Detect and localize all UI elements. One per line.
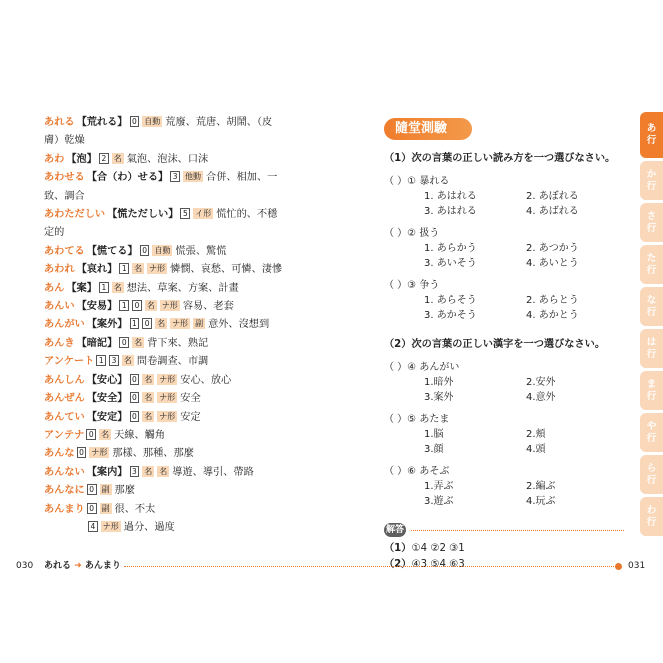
entry-headword: あんい	[44, 301, 75, 313]
part-of-speech-tag: 名	[101, 429, 110, 439]
option: 2.編ぶ	[526, 481, 556, 492]
accent-mark: 0	[77, 447, 87, 458]
entry-definition: 容易、老套	[182, 301, 234, 313]
index-tab-た[interactable]	[640, 245, 663, 284]
question-stem: （ ）③ 争う	[384, 280, 440, 291]
part-of-speech-tag: ナ形	[91, 448, 108, 458]
footer-end-dot	[615, 563, 622, 570]
entry-headword: あれる	[44, 117, 75, 128]
tab-kana: か	[646, 168, 657, 180]
accent-mark: 1	[99, 282, 109, 293]
answer-value: ④3 ⑤4 ⑥3	[411, 559, 465, 570]
entry-definition: 安定	[180, 411, 201, 423]
entry-kanji: 【慌てる】	[86, 245, 138, 257]
quiz-question	[384, 464, 624, 509]
dictionary-entry	[44, 519, 340, 537]
dictionary-entry	[44, 372, 340, 390]
accent-mark: 1	[130, 318, 140, 329]
quiz-banner: 隨堂測驗	[384, 118, 472, 140]
option: 2. あらとう	[526, 295, 579, 306]
tab-kana: は	[646, 336, 657, 348]
tab-kana: ら	[646, 462, 657, 474]
option: 1.脳	[424, 429, 444, 440]
part-of-speech-tag: 名	[157, 319, 166, 329]
tab-gyo: 行	[646, 516, 657, 528]
part-of-speech-tag: 名	[146, 301, 155, 311]
accent-mark: 1	[96, 355, 106, 366]
dictionary-entry	[44, 464, 340, 482]
option: 3. あいそう	[424, 258, 477, 269]
dictionary-entry	[44, 335, 340, 353]
accent-mark: 1	[119, 300, 129, 311]
tab-kana: さ	[646, 210, 657, 222]
page-range	[44, 560, 121, 572]
part-of-speech-tag: 副	[195, 319, 204, 329]
tab-gyo: 行	[646, 180, 657, 192]
index-tab-ま[interactable]	[640, 371, 663, 410]
entry-kanji: 【荒れる】	[76, 117, 128, 128]
entry-kanji: 【安易】	[76, 301, 118, 313]
entry-headword: あんき	[44, 337, 75, 349]
entry-headword: あん	[44, 282, 65, 294]
part-of-speech-tag: 自動	[154, 245, 171, 255]
tab-gyo: 行	[646, 222, 657, 234]
accent-mark: 2	[99, 153, 109, 164]
quiz-part1	[384, 174, 624, 323]
dictionary-entry	[44, 280, 340, 298]
option: 1. あらかう	[424, 243, 477, 254]
option: 1. あはれる	[424, 191, 477, 202]
part-of-speech-tag: 名	[144, 466, 153, 476]
index-tab-や[interactable]	[640, 413, 663, 452]
index-tab-あ[interactable]	[640, 112, 663, 158]
entry-definition: 氣泡、泡沫、口沫	[126, 153, 209, 165]
dictionary-entry	[44, 316, 340, 334]
answer-header	[384, 523, 624, 537]
part-of-speech-tag: 名	[144, 393, 153, 403]
entry-kanji: 【慌ただしい】	[107, 209, 179, 221]
entry-kanji: 【案内】	[86, 466, 128, 478]
accent-mark: 0	[130, 411, 140, 422]
entry-headword: あんしん	[44, 374, 85, 386]
accent-mark: 0	[130, 374, 140, 385]
range-end: あんまり	[84, 561, 121, 571]
accent-mark: 3	[109, 355, 119, 366]
question-stem: （ ）② 扱う	[384, 228, 440, 239]
question-options	[384, 375, 624, 405]
quiz-question	[384, 278, 624, 323]
quiz-part1-heading: （1）次の言葉の正しい読み方を一つ選びなさい。	[384, 153, 616, 164]
option: 4.玩ぶ	[526, 496, 556, 507]
part-of-speech-tag: ナ形	[159, 374, 176, 384]
entry-continuation: 定的	[44, 227, 65, 239]
option: 3.案外	[424, 392, 454, 403]
option: 2. あぼれる	[526, 191, 579, 202]
accent-mark: 0	[130, 116, 140, 127]
accent-mark: 3	[170, 171, 180, 182]
tab-gyo: 行	[646, 135, 657, 146]
entry-headword: あんなに	[44, 485, 85, 497]
tab-kana: や	[646, 420, 657, 432]
dictionary-entry	[44, 409, 340, 427]
entry-headword: あわせる	[44, 172, 85, 184]
question-stem: （ ）⑥ あそぶ	[384, 466, 450, 477]
accent-mark: 0	[140, 245, 150, 256]
question-options	[384, 479, 624, 509]
part-of-speech-tag: ナ形	[159, 411, 176, 421]
quiz-section	[384, 118, 624, 573]
part-of-speech-tag: 副	[101, 503, 110, 513]
entry-headword: あわれ	[44, 264, 75, 276]
answer-line	[384, 541, 624, 557]
answer-value: ①4 ②2 ③1	[411, 543, 465, 554]
answer-badge: 解答	[385, 525, 404, 535]
entry-headword: あんがい	[44, 319, 85, 331]
index-tab-か[interactable]	[640, 161, 663, 200]
quiz-question	[384, 412, 624, 457]
answer-line	[384, 557, 624, 573]
part-of-speech-tag: 名	[113, 153, 122, 163]
dictionary-entry	[44, 427, 340, 445]
entry-headword: アンテナ	[44, 429, 85, 441]
index-tab-な[interactable]	[640, 287, 663, 326]
question-stem: （ ）⑤ あたま	[384, 414, 450, 425]
tab-gyo: 行	[646, 306, 657, 318]
part-of-speech-tag: ナ形	[149, 264, 166, 274]
accent-mark: 0	[130, 392, 140, 403]
part-of-speech-tag: 名	[159, 466, 168, 476]
entry-continuation: 致、調合	[44, 190, 85, 202]
dictionary-entry	[44, 169, 340, 187]
entry-headword: あんまり	[44, 503, 85, 515]
part-of-speech-tag: 名	[144, 411, 153, 421]
entry-definition: 天線、觸角	[114, 429, 166, 441]
entry-headword: あんない	[44, 466, 85, 478]
tab-kana: ま	[646, 378, 657, 390]
accent-mark: 3	[130, 466, 140, 477]
entry-definition: 問卷調查、市調	[136, 356, 209, 368]
quiz-part2	[384, 360, 624, 509]
range-start: あれる	[44, 561, 72, 571]
option: 3.遊ぶ	[424, 496, 454, 507]
dictionary-entry	[44, 261, 340, 279]
dictionary-entry	[44, 151, 340, 169]
index-tab-ら[interactable]	[640, 455, 663, 494]
question-options	[384, 189, 624, 219]
dictionary-entry	[44, 501, 340, 519]
entry-kanji: 【安心】	[86, 374, 128, 386]
entry-headword: あわ	[44, 153, 65, 165]
part-of-speech-tag: ナ形	[172, 319, 189, 329]
entry-kanji: 【泡】	[66, 153, 97, 165]
entry-headword: あんてい	[44, 411, 85, 423]
tab-gyo: 行	[646, 390, 657, 402]
option: 3.顔	[424, 444, 444, 455]
entry-definition: 慌忙的、不穩	[216, 209, 278, 221]
dictionary-entry	[44, 114, 340, 132]
tab-gyo: 行	[646, 264, 657, 276]
part-of-speech-tag: 名	[134, 264, 143, 274]
tab-kana: た	[646, 252, 657, 264]
tab-gyo: 行	[646, 348, 657, 360]
entry-definition: 很、不太	[114, 503, 156, 515]
answer-label: （1）	[384, 543, 412, 554]
tab-kana: な	[646, 294, 657, 306]
part-of-speech-tag: 自動	[144, 117, 161, 126]
entry-definition: 安心、放心	[180, 374, 232, 386]
entry-kanji: 【哀れ】	[76, 264, 118, 276]
entry-kanji: 【合（わ）せる】	[86, 172, 169, 184]
entry-definition: 過分、過度	[123, 521, 175, 533]
entry-headword: あんぜん	[44, 393, 85, 405]
entry-kanji: 【安全】	[86, 393, 128, 405]
index-tab-さ[interactable]	[640, 203, 663, 242]
entry-definition: 憐憫、哀愁、可憐、淒慘	[170, 264, 283, 276]
quiz-question	[384, 226, 624, 271]
accent-mark: 4	[88, 521, 98, 532]
question-options	[384, 293, 624, 323]
tab-kana: あ	[646, 123, 657, 134]
option: 1. あらそう	[424, 295, 477, 306]
entry-kanji: 【暗記】	[76, 337, 118, 349]
index-tab-は[interactable]	[640, 329, 663, 368]
tab-gyo: 行	[646, 474, 657, 486]
answer-divider	[411, 530, 624, 531]
question-stem: （ ）① 暴れる	[384, 176, 450, 187]
entry-kanji: 【安定】	[86, 411, 128, 423]
answer-label: （2）	[384, 559, 412, 570]
option: 3. あはれる	[424, 206, 477, 217]
option: 1.暗外	[424, 377, 454, 388]
part-of-speech-tag: 名	[113, 282, 122, 292]
entry-headword: アンケート	[44, 356, 95, 368]
dictionary-entry	[44, 445, 340, 463]
entry-definition: 意外、沒想到	[208, 319, 270, 331]
dictionary-entry	[44, 206, 340, 224]
option: 4.意外	[526, 392, 556, 403]
quiz-part2-heading: （2）次の言葉の正しい漢字を一つ選びなさい。	[384, 339, 606, 350]
part-of-speech-tag: 名	[134, 337, 143, 347]
option: 3. あかそう	[424, 310, 477, 321]
option: 2.頬	[526, 429, 546, 440]
entry-definition: 那麼	[114, 485, 135, 497]
quiz-question	[384, 360, 624, 405]
entry-definition: 荒廢、荒唐、胡鬧、（皮	[165, 117, 273, 128]
dictionary-entries	[44, 114, 340, 537]
accent-mark: 0	[87, 484, 97, 495]
entry-definition: 合併、相加、一	[206, 172, 278, 184]
answer-list	[384, 541, 624, 573]
option: 4. あかとう	[526, 310, 579, 321]
entry-definition: 導遊、導引、帶路	[172, 466, 254, 478]
entry-definition: 那樣、那種、那麼	[112, 448, 194, 460]
tab-gyo: 行	[646, 432, 657, 444]
accent-mark: 0	[142, 318, 152, 329]
entry-headword: あんな	[44, 448, 75, 460]
option: 4. あばれる	[526, 206, 579, 217]
entry-headword: あわただしい	[44, 209, 106, 221]
option: 2.安外	[526, 377, 556, 388]
option: 4. あいとう	[526, 258, 579, 269]
part-of-speech-tag: 名	[144, 374, 153, 384]
part-of-speech-tag: 副	[101, 485, 110, 495]
tab-kana: わ	[646, 504, 657, 516]
dictionary-entry	[44, 243, 340, 261]
accent-mark: 1	[119, 263, 129, 274]
accent-mark: 0	[86, 429, 96, 440]
entry-definition: 想法、草案、方案、計畫	[126, 282, 239, 294]
entry-headword: あわてる	[44, 245, 85, 257]
footer-dotted-rule	[124, 566, 618, 567]
accent-mark: 0	[132, 300, 142, 311]
part-of-speech-tag: ナ形	[102, 521, 119, 531]
dictionary-entry	[44, 298, 340, 316]
page-number-right: 031	[628, 561, 646, 571]
dictionary-entry	[44, 353, 340, 371]
index-tabs	[640, 112, 663, 539]
arrow-icon: ➜	[74, 561, 82, 571]
question-options	[384, 427, 624, 457]
entry-kanji: 【案】	[66, 282, 97, 294]
entry-kanji: 【案外】	[86, 319, 128, 331]
accent-mark: 5	[180, 208, 190, 219]
dictionary-entry	[44, 390, 340, 408]
part-of-speech-tag: ナ形	[159, 393, 176, 403]
question-stem: （ ）④ あんがい	[384, 362, 460, 373]
entry-continuation: 膚）乾燥	[44, 135, 85, 147]
part-of-speech-tag: 名	[123, 356, 132, 366]
part-of-speech-tag: イ形	[195, 209, 212, 219]
entry-definition: 慌張、驚慌	[175, 245, 227, 257]
option: 1.弄ぶ	[424, 481, 454, 492]
quiz-question	[384, 174, 624, 219]
option: 2. あつかう	[526, 243, 579, 254]
question-options	[384, 241, 624, 271]
part-of-speech-tag: ナ形	[161, 301, 178, 311]
entry-definition: 背下來、熟記	[147, 337, 209, 349]
index-tab-わ[interactable]	[640, 497, 663, 536]
dictionary-entry	[44, 482, 340, 500]
part-of-speech-tag: 他動	[185, 172, 202, 182]
page-number-left: 030	[16, 561, 34, 571]
entry-definition: 安全	[180, 393, 201, 405]
option: 4.頭	[526, 444, 546, 455]
accent-mark: 0	[87, 503, 97, 514]
accent-mark: 0	[119, 337, 129, 348]
